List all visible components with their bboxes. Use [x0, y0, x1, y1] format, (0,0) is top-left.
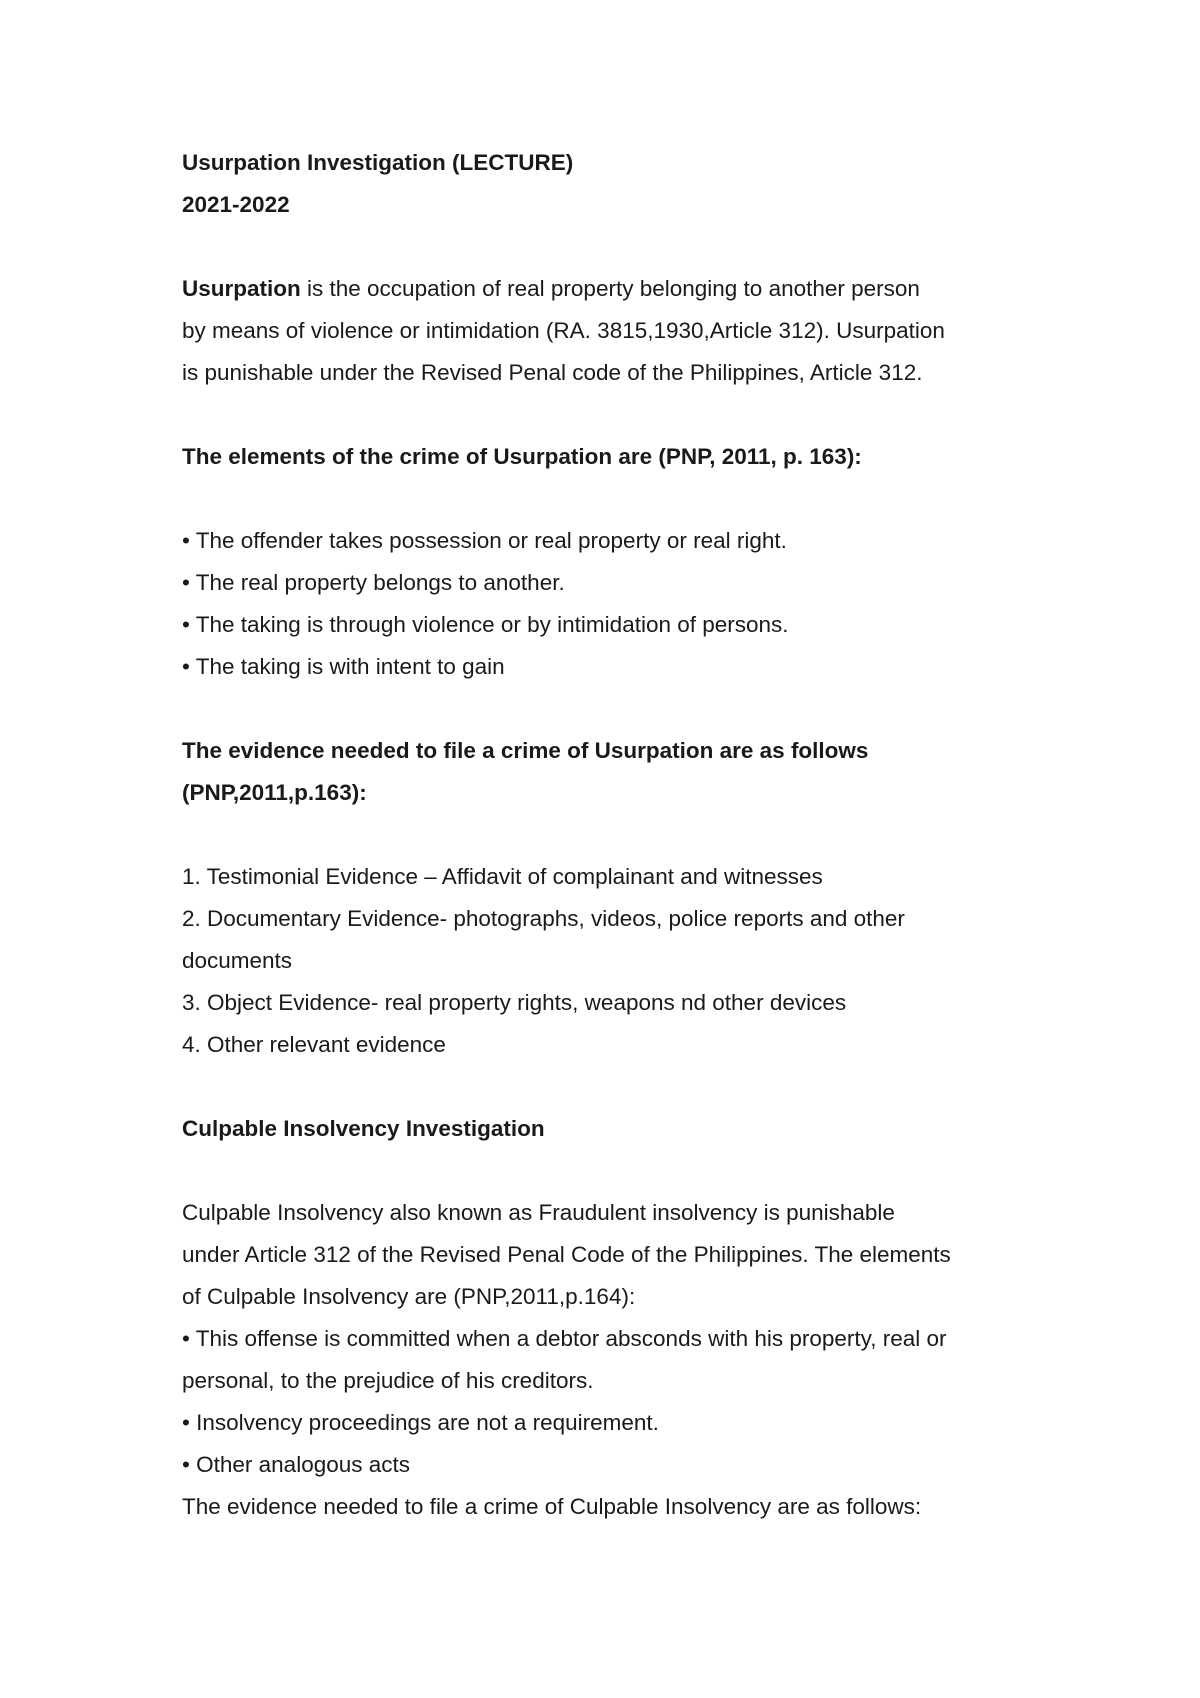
evidence-heading-line-2: (PNP,2011,p.163): [182, 780, 367, 805]
evidence-item: 3. Object Evidence- real property rights, weapons nd other devices [182, 990, 847, 1015]
spacer [182, 226, 1042, 268]
culpable-line: • Insolvency proceedings are not a requirement. [182, 1410, 659, 1435]
element-item: • The taking is through violence or by intimidation of persons. [182, 612, 789, 637]
culpable-line: under Article 312 of the Revised Penal Code of the Philippines. The elements [182, 1242, 951, 1267]
spacer [182, 1150, 1042, 1192]
culpable-heading: Culpable Insolvency Investigation [182, 1116, 545, 1141]
culpable-line: of Culpable Insolvency are (PNP,2011,p.164): [182, 1284, 636, 1309]
evidence-item: 1. Testimonial Evidence – Affidavit of complainant and witnesses [182, 864, 823, 889]
evidence-item: 2. Documentary Evidence- photographs, videos, police reports and other [182, 906, 905, 931]
document-body [182, 142, 1042, 1528]
element-item: • The taking is with intent to gain [182, 654, 505, 679]
culpable-line: • Other analogous acts [182, 1452, 411, 1477]
intro-line-1 [182, 268, 1042, 310]
culpable-line: Culpable Insolvency also known as Fraudulent insolvency is punishable [182, 1200, 895, 1225]
document-title: Usurpation Investigation (LECTURE) [182, 150, 574, 175]
intro-line-1-rest: is the occupation of real property belonging to another person [300, 276, 920, 301]
culpable-line: personal, to the prejudice of his creditors. [182, 1368, 594, 1393]
document-year: 2021-2022 [182, 192, 290, 217]
element-item: • The real property belongs to another. [182, 570, 565, 595]
evidence-item: 4. Other relevant evidence [182, 1032, 446, 1057]
intro-line-3: is punishable under the Revised Penal code of the Philippines, Article 312. [182, 360, 923, 385]
intro-line-2: by means of violence or intimidation (RA. 3815,1930,Article 312). Usurpation [182, 318, 945, 343]
evidence-heading-line-1: The evidence needed to file a crime of Usurpation are as follows [182, 738, 869, 763]
spacer [182, 478, 1042, 520]
usurpation-term: Usurpation [182, 276, 301, 301]
spacer [182, 814, 1042, 856]
spacer [182, 1066, 1042, 1108]
spacer [182, 688, 1042, 730]
elements-heading: The elements of the crime of Usurpation are (PNP, 2011, p. 163): [182, 444, 862, 469]
element-item: • The offender takes possession or real property or real right. [182, 528, 787, 553]
culpable-line: • This offense is committed when a debtor absconds with his property, real or [182, 1326, 947, 1351]
evidence-item-continuation: documents [182, 948, 293, 973]
culpable-line: The evidence needed to file a crime of Culpable Insolvency are as follows: [182, 1494, 922, 1519]
spacer [182, 394, 1042, 436]
